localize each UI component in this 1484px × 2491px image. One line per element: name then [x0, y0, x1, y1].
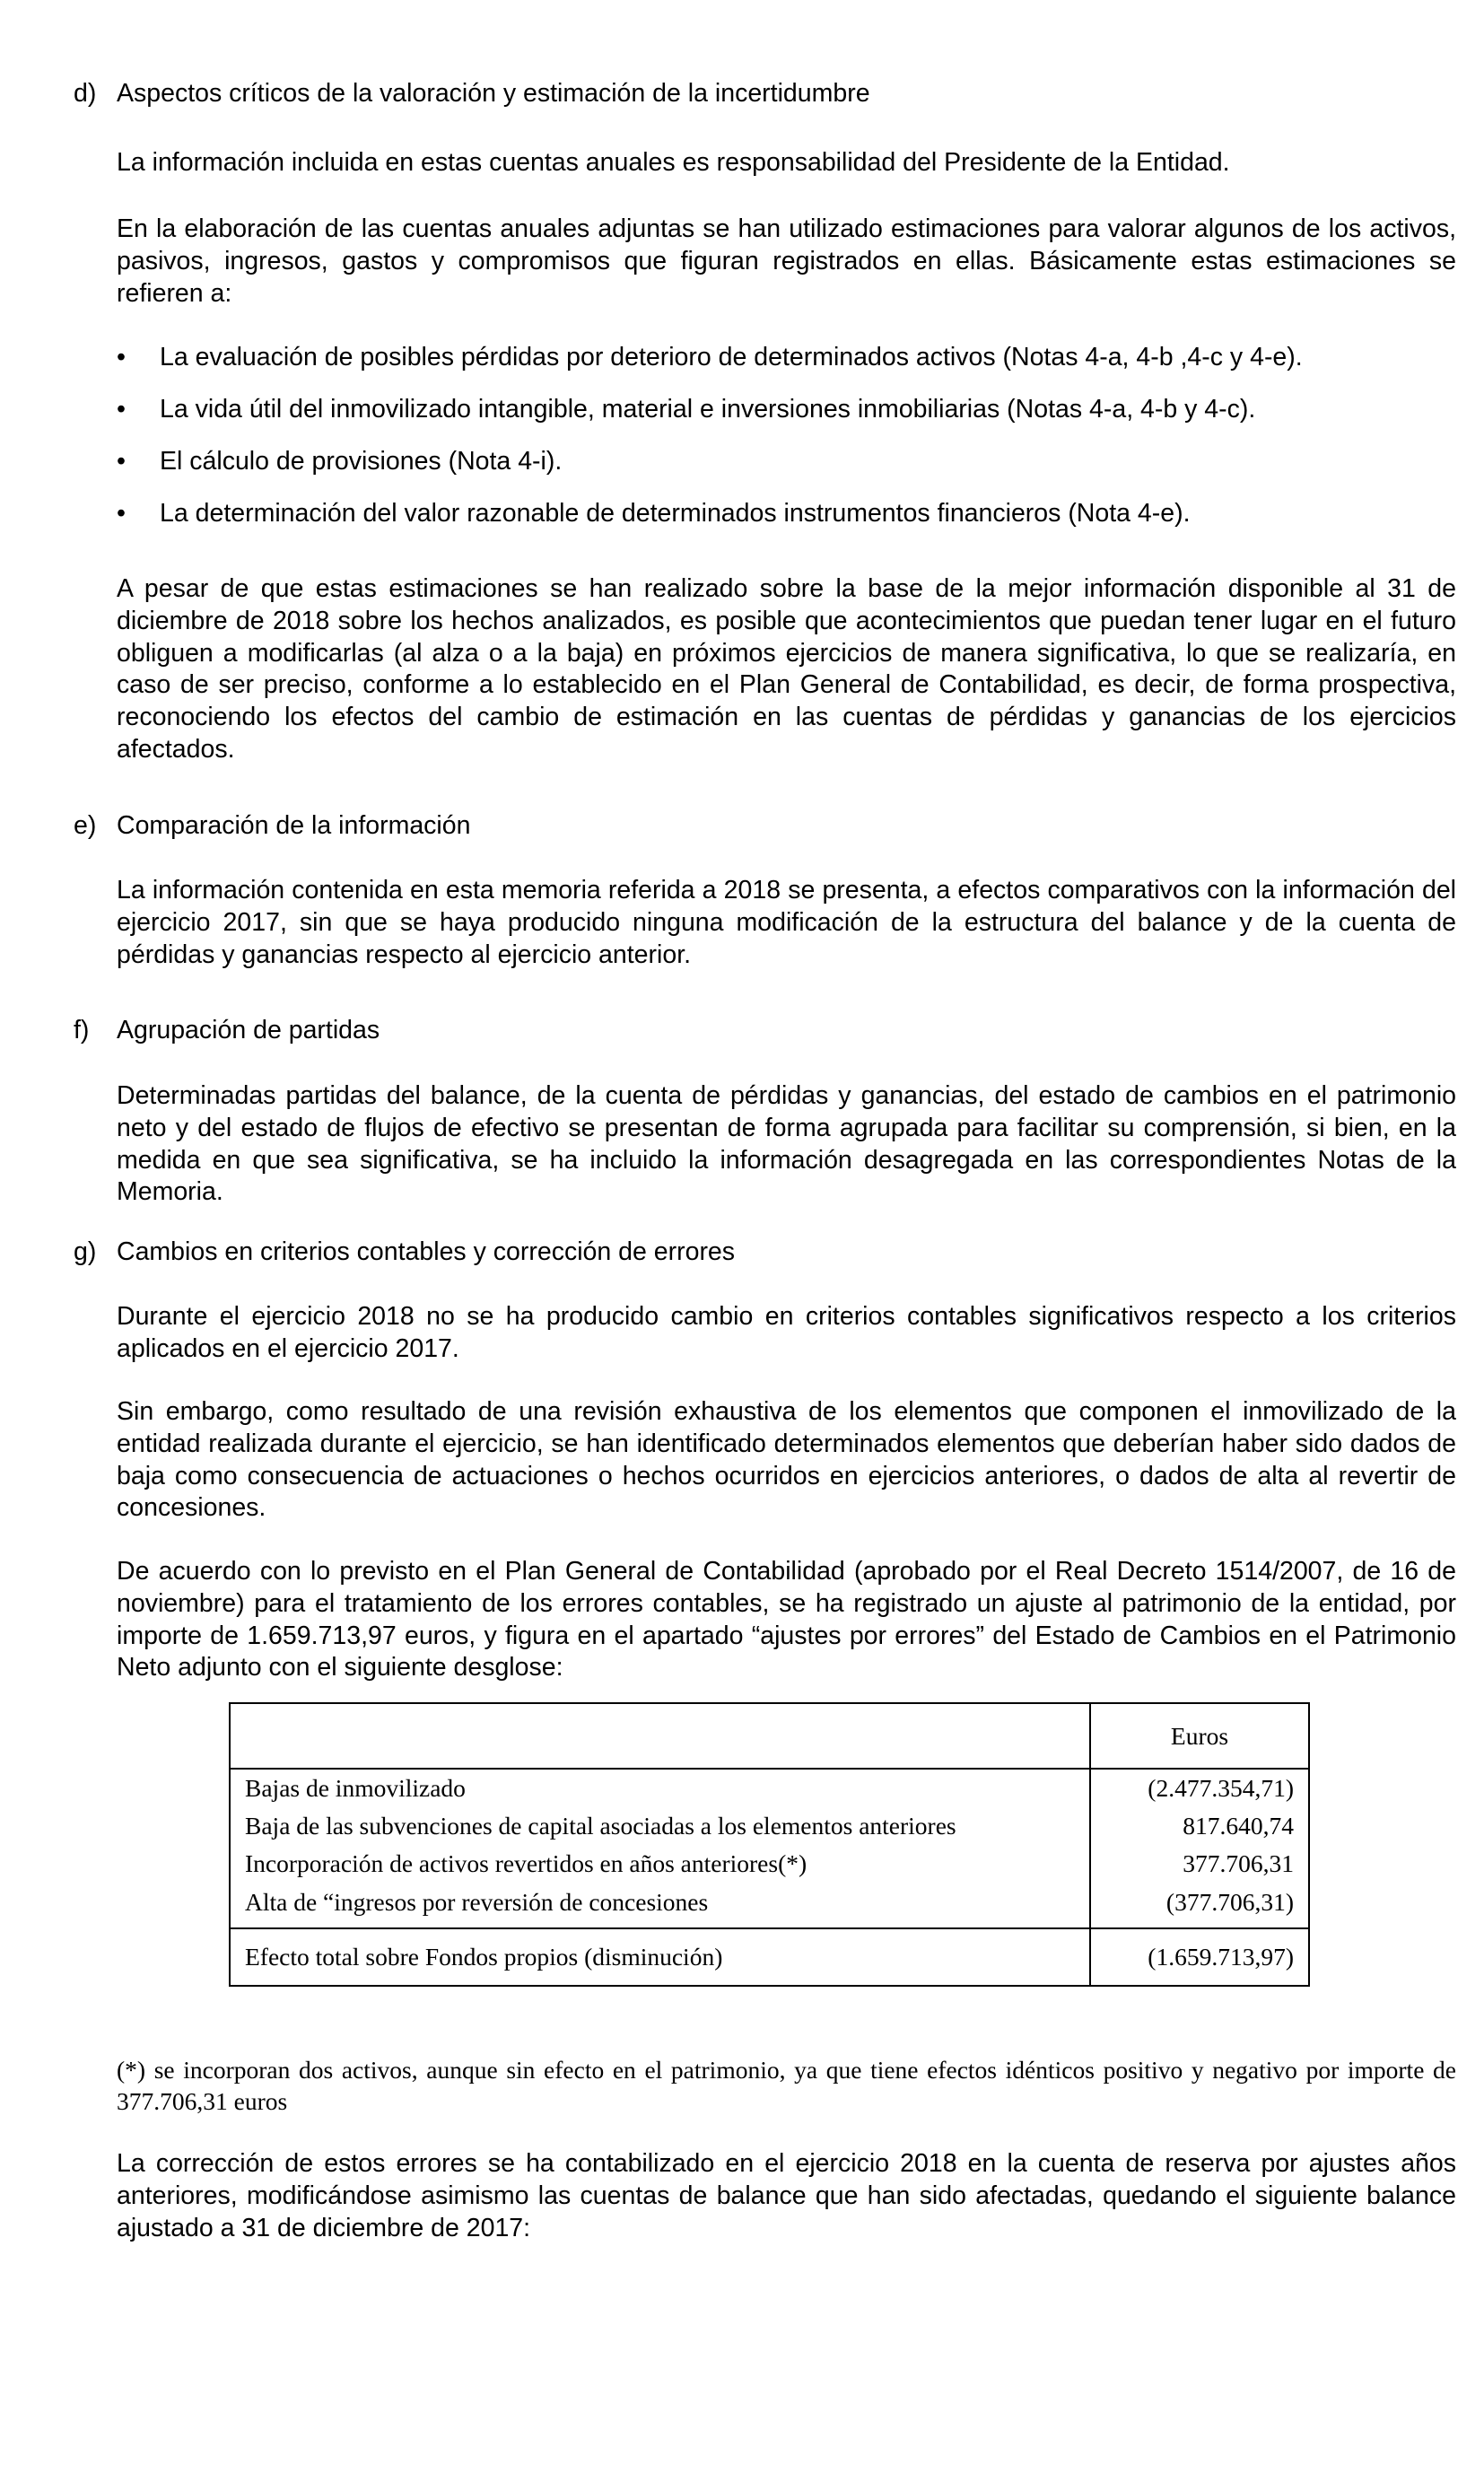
table-row	[230, 1807, 1309, 1845]
row-value: (2.477.354,71)	[1090, 1769, 1309, 1807]
bullet-icon: •	[117, 395, 126, 424]
bullet-item	[117, 497, 1462, 549]
table-footnote: (*) se incorporan dos activos, aunque sin efecto en el patrimonio, ya que tiene efectos idénticos positivo y negativo por importe de 377.706,31 euros	[117, 2056, 1456, 2115]
bullet-text: La determinación del valor razonable de determinados instrumentos financieros (Nota 4-e).	[160, 499, 1191, 528]
row-label: Baja de las subvenciones de capital asociadas a los elementos anteriores	[230, 1807, 1090, 1845]
bullet-icon: •	[117, 447, 126, 476]
bullet-text: La vida útil del inmovilizado intangible, material e inversiones inmobiliarias (Notas 4-a, 4-b y 4-c).	[160, 395, 1256, 424]
table-header-row	[230, 1703, 1309, 1769]
table-total-row	[230, 1928, 1309, 1986]
row-value: (377.706,31)	[1090, 1883, 1309, 1928]
section-f-letter: f)	[74, 1016, 90, 1044]
section-g-paragraph-3: De acuerdo con lo previsto en el Plan General de Contabilidad (aprobado por el Real Decreto 1514/2007, de 16 de noviembre) para el tratamiento de los errores contables, se ha registrado un ajuste al patrimonio de la entidad, por importe de 1.659.713,97 euros, y figura en el apartado “ajustes por errores” del Estado de Cambios en el Patrimonio Neto adjunto con el siguiente desglose:	[117, 1557, 1456, 1683]
section-e-letter: e)	[74, 811, 97, 840]
bullet-text: La evaluación de posibles pérdidas por deterioro de determinados activos (Notas 4-a, 4-b ,4-c y 4-e).	[160, 343, 1303, 371]
bullet-item	[117, 445, 1462, 497]
table-header-euros: Euros	[1090, 1703, 1309, 1769]
section-g-paragraph-2: Sin embargo, como resultado de una revisión exhaustiva de los elementos que componen el inmovilizado de la entidad realizada durante el ejercicio, se han identificado determinados elementos que deberían haber sido dados de baja como consecuencia de actuaciones o hechos ocurridos en ejercicios anteriores, o dados de alta al revertir de concesiones.	[117, 1397, 1456, 1523]
section-d-paragraph-1: La información incluida en estas cuentas anuales es responsabilidad del Presidente de la Entidad.	[117, 148, 1230, 177]
section-d-letter: d)	[74, 79, 97, 108]
table-row	[230, 1883, 1309, 1928]
bullet-icon: •	[117, 343, 126, 371]
section-e-paragraph-1: La información contenida en esta memoria referida a 2018 se presenta, a efectos comparativos con la información del ejercicio 2017, sin que se haya producido ninguna modificación de la estructura del balance y de la cuenta de pérdidas y ganancias respecto al ejercicio anterior.	[117, 876, 1456, 969]
row-value: 377.706,31	[1090, 1845, 1309, 1883]
section-d-paragraph-3: A pesar de que estas estimaciones se han realizado sobre la base de la mejor información disponible al 31 de diciembre de 2018 sobre los hechos analizados, es posible que acontecimientos que puedan tener lugar en el futuro obliguen a modificarlas (al alza o a la baja) en próximos ejercicios de manera significativa, lo que se realizaría, en caso de ser preciso, conforme a lo establecido en el Plan General de Contabilidad, es decir, de forma prospectiva, reconociendo los efectos del cambio de estimación en las cuentas de pérdidas y ganancias de los ejercicios afectados.	[117, 574, 1456, 764]
estimates-bullet-list	[117, 341, 1462, 549]
table-row	[230, 1769, 1309, 1807]
table-row	[230, 1845, 1309, 1883]
row-label: Incorporación de activos revertidos en años anteriores(*)	[230, 1845, 1090, 1883]
bullet-text: El cálculo de provisiones (Nota 4-i).	[160, 447, 563, 476]
bullet-item	[117, 393, 1462, 445]
section-g-paragraph-1: Durante el ejercicio 2018 no se ha producido cambio en criterios contables significativos respecto a los criterios aplicados en el ejercicio 2017.	[117, 1302, 1456, 1363]
section-e-title: Comparación de la información	[117, 811, 471, 840]
section-g-letter: g)	[74, 1237, 97, 1266]
row-label: Alta de “ingresos por reversión de concesiones	[230, 1883, 1090, 1928]
row-label: Bajas de inmovilizado	[230, 1769, 1090, 1807]
section-f-paragraph-1: Determinadas partidas del balance, de la cuenta de pérdidas y ganancias, del estado de cambios en el patrimonio neto y del estado de flujos de efectivo se presentan de forma agrupada para facilitar su comprensión, si bien, en la medida en que sea significativa, se ha incluido la información desagregada en las correspondientes Notas de la Memoria.	[117, 1081, 1456, 1207]
table-header-label	[230, 1703, 1090, 1769]
bullet-icon: •	[117, 499, 126, 528]
section-f-title: Agrupación de partidas	[117, 1016, 380, 1044]
section-g-paragraph-4: La corrección de estos errores se ha contabilizado en el ejercicio 2018 en la cuenta de reserva por ajustes años anteriores, modificándose asimismo las cuentas de balance que han sido afectadas, quedando el siguiente balance ajustado a 31 de diciembre de 2017:	[117, 2149, 1456, 2242]
section-g-title: Cambios en criterios contables y corrección de errores	[117, 1237, 736, 1266]
section-d-paragraph-2: En la elaboración de las cuentas anuales adjuntas se han utilizado estimaciones para valorar algunos de los activos, pasivos, ingresos, gastos y compromisos que figuran registrados en ellas. Básicamente estas estimaciones se refieren a:	[117, 214, 1456, 308]
error-adjustment-table	[229, 1702, 1310, 1987]
section-d-title: Aspectos críticos de la valoración y estimación de la incertidumbre	[117, 79, 870, 108]
row-value: 817.640,74	[1090, 1807, 1309, 1845]
total-label: Efecto total sobre Fondos propios (disminución)	[230, 1928, 1090, 1986]
total-value: (1.659.713,97)	[1090, 1928, 1309, 1986]
bullet-item	[117, 341, 1462, 393]
